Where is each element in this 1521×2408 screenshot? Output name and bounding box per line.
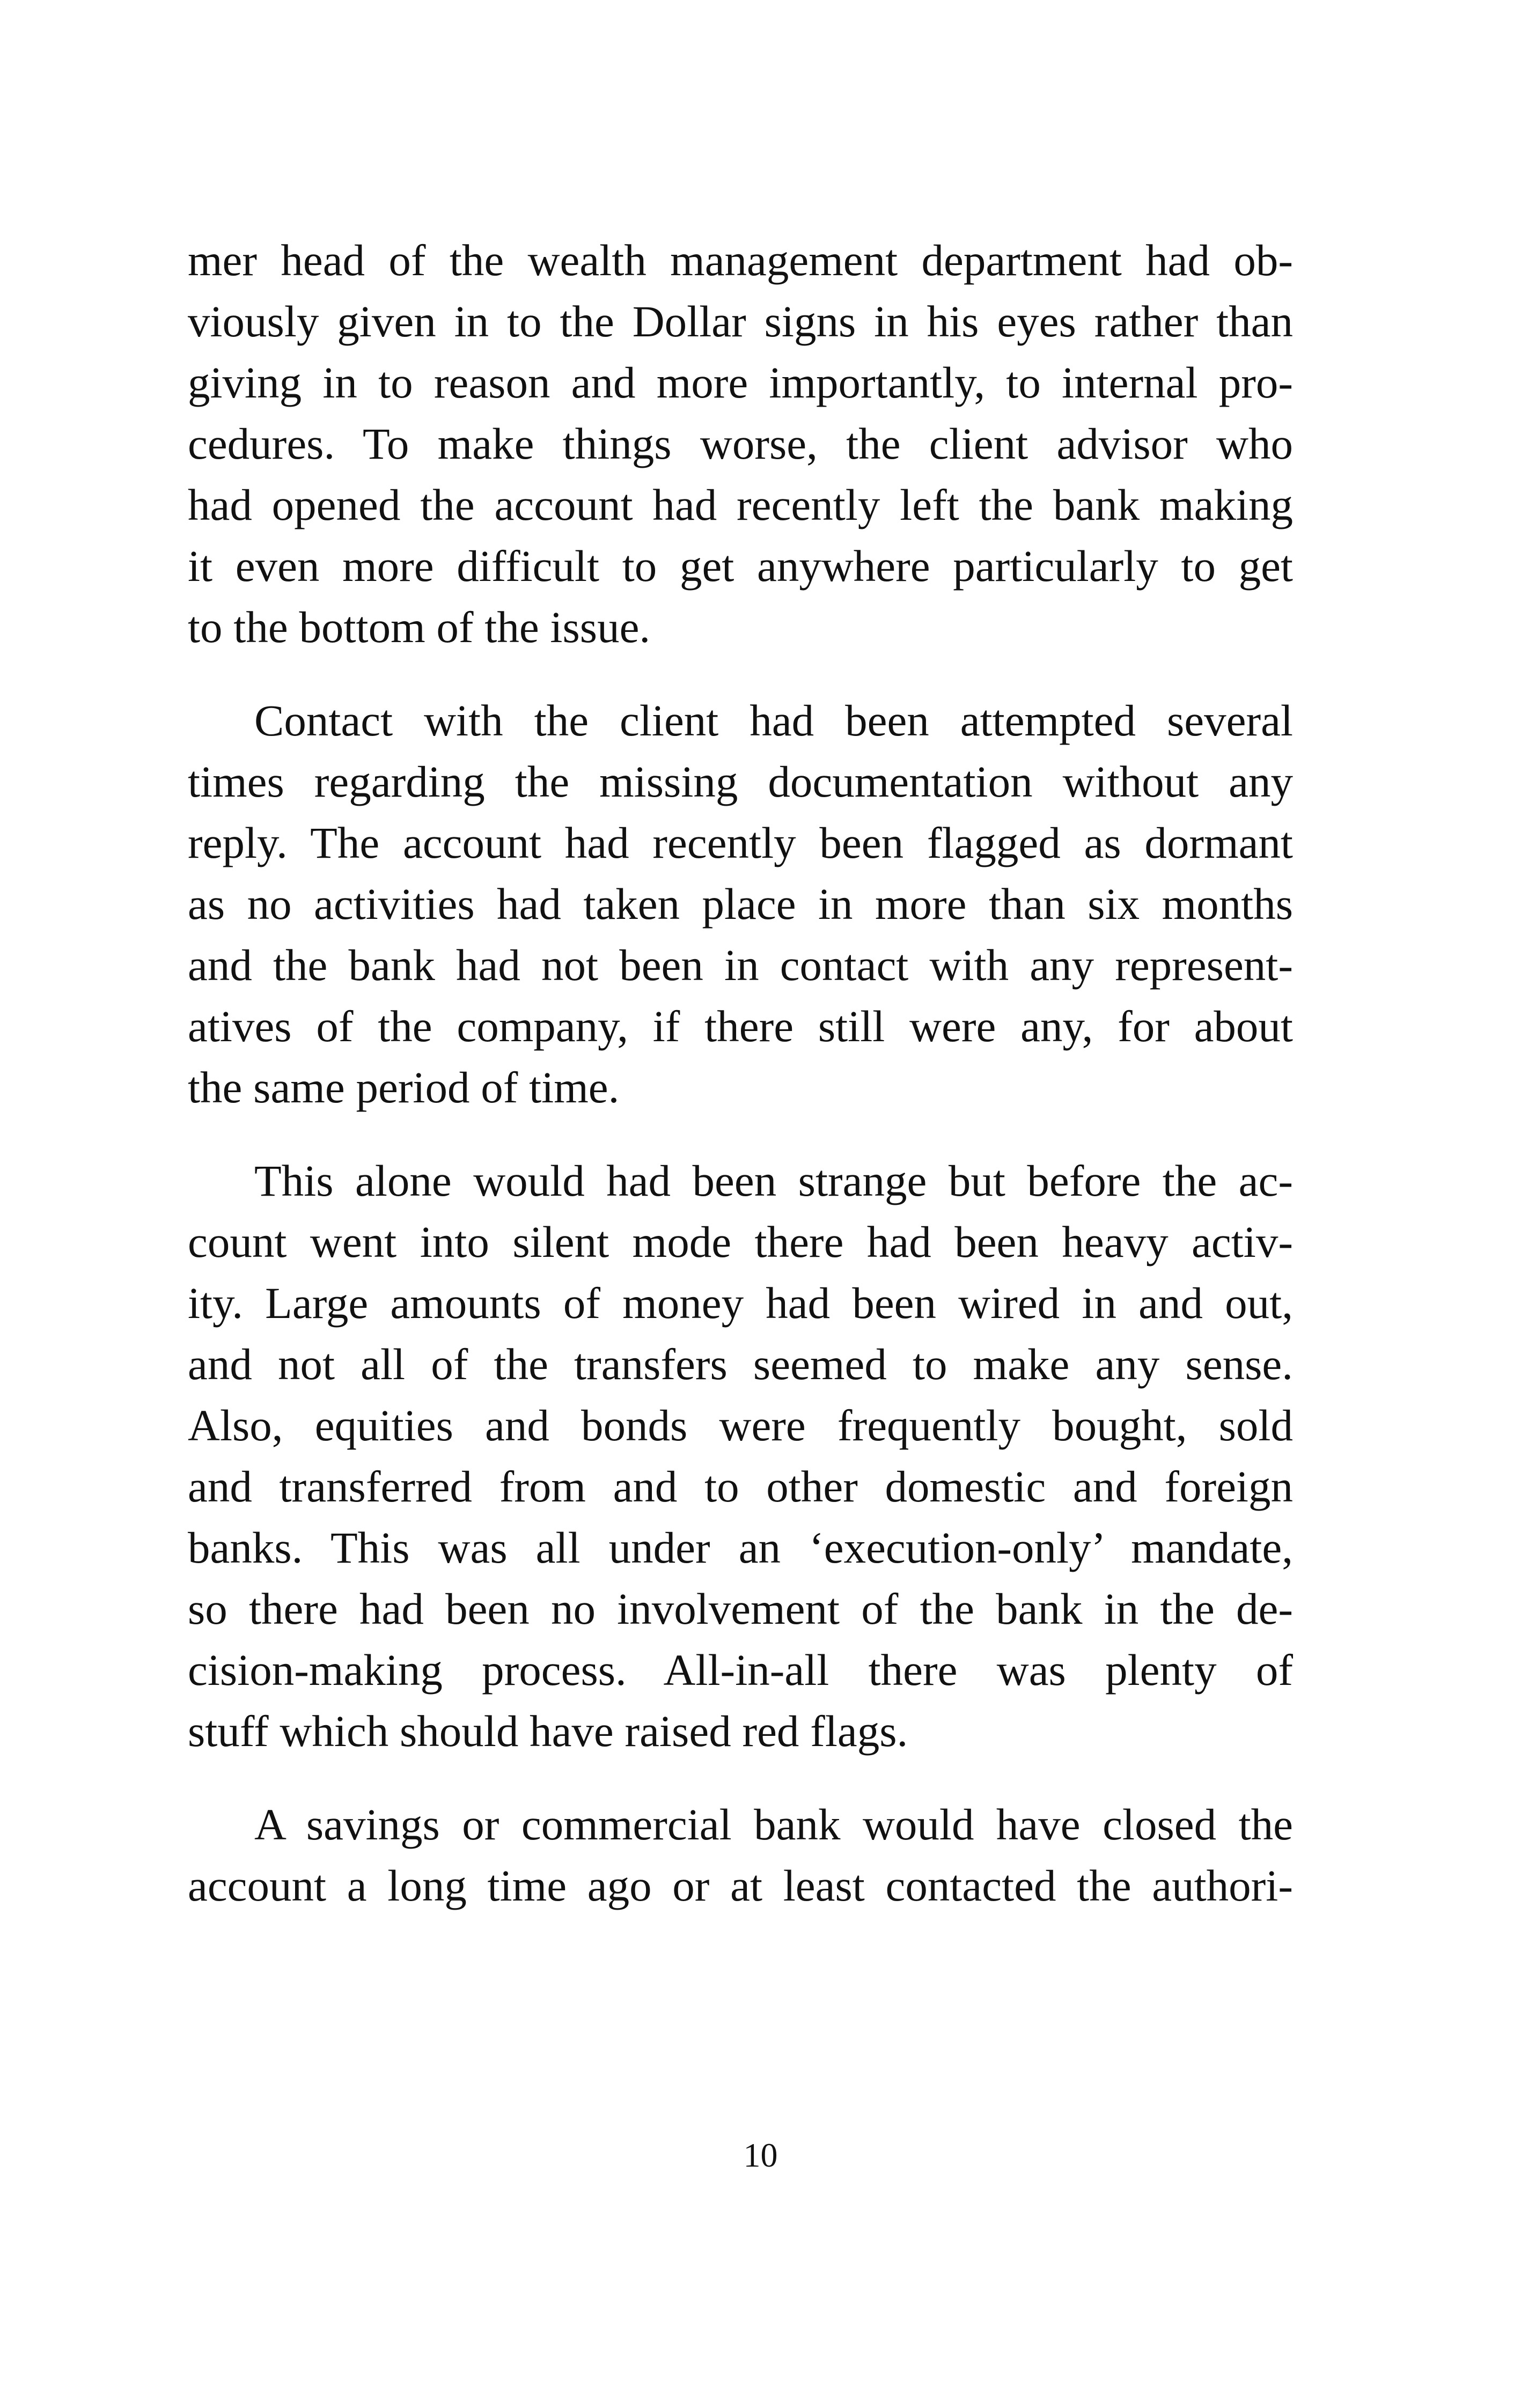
text-line: the same period of time. [188, 1063, 620, 1112]
text-line: and not all of the transfers seemed to make any sense. [188, 1339, 1293, 1389]
text-line: and the bank had not been in contact with any represent- [188, 940, 1293, 990]
text-line: account a long time ago or at least contacted the authori- [188, 1861, 1293, 1910]
paragraph-1 [188, 230, 1293, 658]
text-line: ity. Large amounts of money had been wired in and out, [188, 1278, 1293, 1328]
text-line: as no activities had taken place in more than six months [188, 879, 1293, 929]
text-line: cedures. To make things worse, the client advisor who [188, 419, 1293, 468]
text-line: and transferred from and to other domestic and foreign [188, 1462, 1293, 1511]
text-line: giving in to reason and more importantly, to internal pro- [188, 358, 1293, 407]
page-number: 10 [743, 2136, 778, 2174]
text-line: cision-making process. All-in-all there was plenty of [188, 1645, 1293, 1695]
text-line: viously given in to the Dollar signs in his eyes rather than [188, 297, 1293, 346]
paragraph-2 [188, 690, 1293, 1118]
text-line: stuff which should have raised red flags. [188, 1706, 908, 1756]
text-line: mer head of the wealth management department had ob- [188, 235, 1293, 285]
text-line: count went into silent mode there had been heavy activ- [188, 1217, 1293, 1266]
body-text [188, 230, 1293, 1948]
text-line: This alone would had been strange but before the ac- [254, 1156, 1293, 1205]
text-line: Contact with the client had been attempted several [254, 696, 1293, 745]
text-line: atives of the company, if there still were any, for about [188, 1002, 1293, 1051]
paragraph-3 [188, 1150, 1293, 1762]
text-line: banks. This was all under an ‘execution-only’ mandate, [188, 1523, 1293, 1572]
text-line: times regarding the missing documentation without any [188, 757, 1293, 806]
text-line: A savings or commercial bank would have closed the [254, 1800, 1293, 1849]
text-line: it even more difficult to get anywhere particularly to get [188, 541, 1293, 591]
text-line: to the bottom of the issue. [188, 602, 651, 652]
text-line: Also, equities and bonds were frequently bought, sold [188, 1401, 1293, 1450]
text-line: reply. The account had recently been flagged as dormant [188, 818, 1293, 867]
paragraph-4 [188, 1794, 1293, 1916]
text-line: had opened the account had recently left the bank making [188, 480, 1293, 529]
text-line: so there had been no involvement of the bank in the de- [188, 1584, 1293, 1633]
